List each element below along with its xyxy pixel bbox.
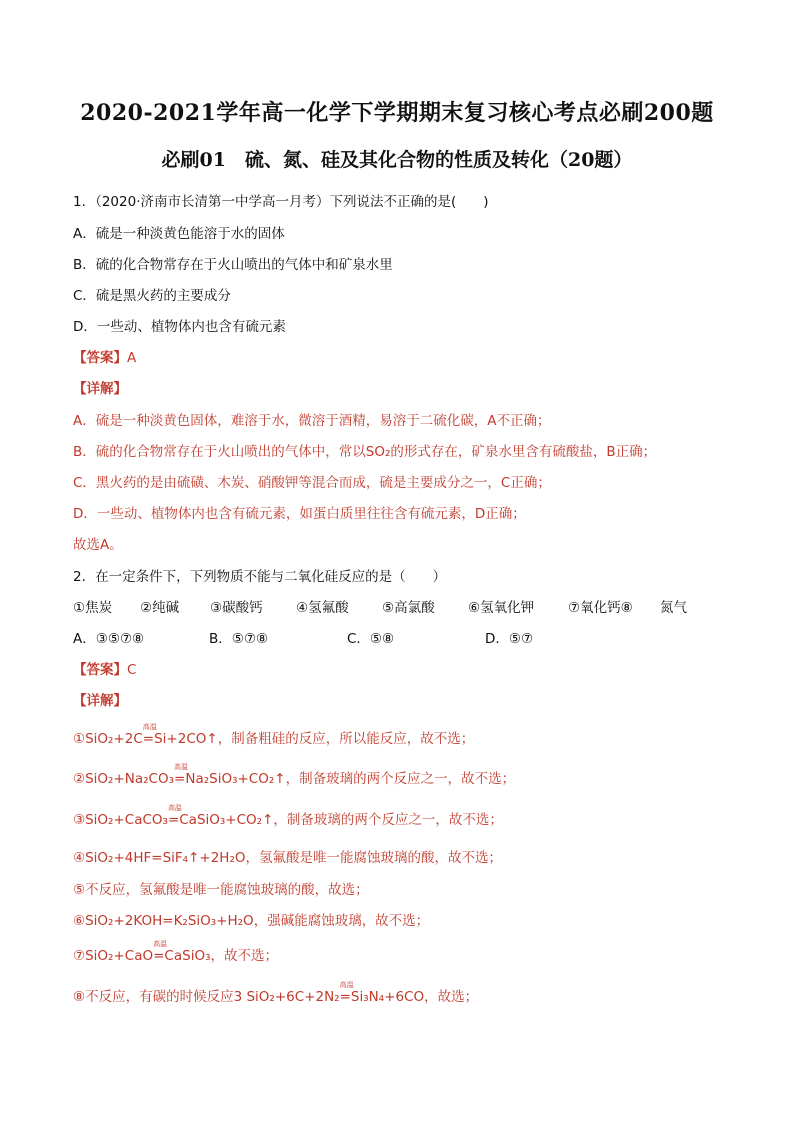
q2-option-a: A．③⑤⑦⑧ xyxy=(73,631,145,647)
q2-options xyxy=(73,627,533,647)
q2-option-b: B．⑤⑦⑧ xyxy=(209,631,269,647)
q1-option-b: B．硫的化合物常存在于火山喷出的气体中和矿泉水里 xyxy=(73,257,393,273)
equation-right: Na₂SiO₃+CO₂↑，制备玻璃的两个反应之一，故不选； xyxy=(185,771,516,787)
reaction-equals-sign: 高温 = xyxy=(174,763,189,787)
q2-item: ⑥氢氧化钾 xyxy=(468,600,535,616)
q1-answer xyxy=(73,346,136,366)
equation-right: Si₃N₄+6CO，故选； xyxy=(350,989,479,1005)
reaction-equals-sign: 高温 = xyxy=(339,981,354,1005)
q2-detail-label: 【详解】 xyxy=(73,693,127,709)
q1-explain-b: B．硫的化合物常存在于火山喷出的气体中，常以SO₂的形式存在，矿泉水里含有硫酸盐，B正确； xyxy=(73,444,657,460)
q1-conclusion: 故选A。 xyxy=(73,537,123,553)
q1-option-a: A．硫是一种淡黄色能溶于水的固体 xyxy=(73,226,285,242)
reaction-condition: 高温 xyxy=(174,763,189,771)
page-subtitle: 必刷01 硫、氮、硅及其化合物的性质及转化（20题） xyxy=(161,149,633,171)
answer-label: 【答案】 xyxy=(73,662,127,678)
q1-stem: 1．（2020·济南市长清第一中学高一月考）下列说法不正确的是( ) xyxy=(73,194,489,210)
equation-left: ⑥SiO₂+2KOH=K₂SiO₃+H₂O，强碱能腐蚀玻璃，故不选； xyxy=(73,913,430,929)
q2-item: ⑦氧化钙⑧ xyxy=(568,600,633,616)
q1-explain-d: D．一些动、植物体内也含有硫元素，如蛋白质里往往含有硫元素，D正确； xyxy=(73,506,526,522)
equation-right: CaSiO₃，故不选； xyxy=(164,948,278,964)
answer-label: 【答案】 xyxy=(73,350,127,366)
reaction-condition: 高温 xyxy=(153,940,168,948)
q2-item: ①焦炭 xyxy=(73,600,113,616)
q2-item: ②纯碱 xyxy=(140,600,180,616)
q1-option-d: D．一些动、植物体内也含有硫元素 xyxy=(73,319,286,335)
q2-explain-line xyxy=(73,723,475,747)
equation-left: ⑤不反应，氢氟酸是唯一能腐蚀玻璃的酸，故选； xyxy=(73,882,369,898)
answer-value: A xyxy=(127,350,137,366)
reaction-equals-sign: 高温 = xyxy=(142,723,157,747)
q2-explain-line xyxy=(73,909,429,929)
q1-explain-a: A．硫是一种淡黄色固体，难溶于水，微溶于酒精，易溶于二硫化碳，A不正确； xyxy=(73,413,551,429)
q2-option-d: D．⑤⑦ xyxy=(485,631,534,647)
q2-explain-line xyxy=(73,804,503,828)
page-title: 2020-2021学年高一化学下学期期末复习核心考点必刷200题 xyxy=(80,100,714,126)
equation-left: ⑧不反应，有碳的时候反应3 SiO₂+6C+2N₂ xyxy=(73,989,340,1005)
q2-item: ④氢氟酸 xyxy=(296,600,349,616)
q2-item: 氮气 xyxy=(660,600,687,616)
q2-explain-line xyxy=(73,846,502,866)
answer-value: C xyxy=(127,662,137,678)
q2-option-c: C．⑤⑧ xyxy=(347,631,395,647)
q2-explain-line xyxy=(73,981,479,1005)
q2-item: ③碳酸钙 xyxy=(210,600,263,616)
reaction-condition: 高温 xyxy=(167,804,182,812)
q2-items xyxy=(73,596,687,616)
equation-left: ①SiO₂+2C xyxy=(73,731,143,747)
q2-answer xyxy=(73,658,136,678)
equation-left: ④SiO₂+4HF=SiF₄↑+2H₂O，氢氟酸是唯一能腐蚀玻璃的酸，故不选； xyxy=(73,850,502,866)
q2-stem: 2．在一定条件下，下列物质不能与二氧化硅反应的是（ ） xyxy=(73,569,447,585)
reaction-condition: 高温 xyxy=(339,981,354,989)
equation-left: ②SiO₂+Na₂CO₃ xyxy=(73,771,175,787)
q2-explain-line xyxy=(73,878,369,898)
q1-detail-label: 【详解】 xyxy=(73,381,127,397)
reaction-condition: 高温 xyxy=(142,723,157,731)
q1-explain-c: C．黑火药的是由硫磺、木炭、硝酸钾等混合而成，硫是主要成分之一，C正确； xyxy=(73,475,551,491)
equation-right: CaSiO₃+CO₂↑，制备玻璃的两个反应之一，故不选； xyxy=(179,812,503,828)
reaction-equals-sign: 高温 = xyxy=(167,804,182,828)
equation-left: ③SiO₂+CaCO₃ xyxy=(73,812,168,828)
q1-option-c: C．硫是黑火药的主要成分 xyxy=(73,288,231,304)
q2-explain-line xyxy=(73,940,278,964)
q2-explain-line xyxy=(73,763,516,787)
equation-right: Si+2CO↑，制备粗硅的反应，所以能反应，故不选； xyxy=(154,731,475,747)
equation-left: ⑦SiO₂+CaO xyxy=(73,948,154,964)
q2-item: ⑤高氯酸 xyxy=(382,600,435,616)
reaction-equals-sign: 高温 = xyxy=(153,940,168,964)
